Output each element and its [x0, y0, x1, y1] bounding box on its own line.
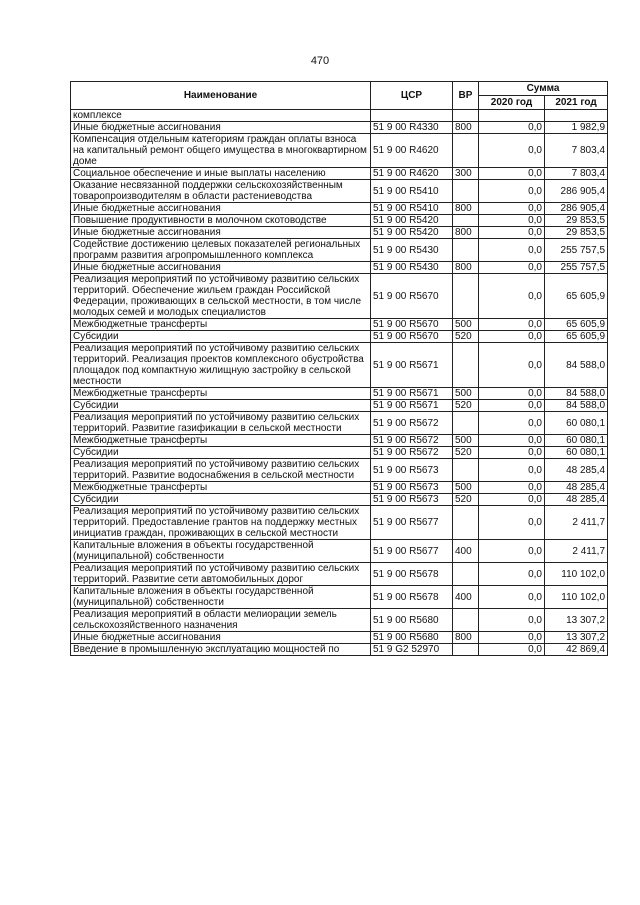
cell-name: Межбюджетные трансферты	[71, 319, 371, 331]
cell-csr: 51 9 00 R4330	[371, 122, 453, 134]
header-name: Наименование	[71, 82, 371, 110]
cell-2021: 2 411,7	[545, 506, 608, 540]
cell-csr: 51 9 00 R4620	[371, 134, 453, 168]
cell-csr	[371, 110, 453, 122]
budget-table	[70, 81, 608, 656]
cell-vr: 500	[453, 319, 479, 331]
cell-2021: 65 605,9	[545, 274, 608, 319]
cell-vr	[453, 134, 479, 168]
header-2021: 2021 год	[545, 96, 608, 110]
table-row	[71, 632, 608, 644]
cell-vr: 520	[453, 494, 479, 506]
cell-2020	[479, 110, 545, 122]
cell-2021: 110 102,0	[545, 586, 608, 609]
cell-2021: 60 080,1	[545, 435, 608, 447]
cell-csr: 51 9 00 R5673	[371, 459, 453, 482]
cell-vr	[453, 563, 479, 586]
cell-2021: 29 853,5	[545, 227, 608, 239]
cell-2021: 7 803,4	[545, 134, 608, 168]
cell-2021: 255 757,5	[545, 262, 608, 274]
table-row	[71, 447, 608, 459]
cell-csr: 51 9 00 R5677	[371, 540, 453, 563]
cell-vr	[453, 343, 479, 388]
table-row	[71, 331, 608, 343]
cell-csr: 51 9 00 R5420	[371, 227, 453, 239]
cell-name: Реализация мероприятий по устойчивому развитию сельских территорий. Обеспечение жильем граждан Российской Федерации, проживающих в сельской местности, в том числе молодых семей и молодых специалистов	[71, 274, 371, 319]
cell-vr	[453, 239, 479, 262]
cell-2021: 255 757,5	[545, 239, 608, 262]
table-row	[71, 435, 608, 447]
cell-name: Межбюджетные трансферты	[71, 482, 371, 494]
cell-name: Введение в промышленную эксплуатацию мощностей по	[71, 644, 371, 656]
page-number: 470	[310, 55, 330, 67]
cell-2020: 0,0	[479, 563, 545, 586]
cell-csr: 51 9 00 R5410	[371, 180, 453, 203]
cell-name: Реализация мероприятий по устойчивому развитию сельских территорий. Предоставление грантов на поддержку местных инициатив граждан, проживающих в сельской местности	[71, 506, 371, 540]
cell-csr: 51 9 00 R5671	[371, 388, 453, 400]
cell-name: Содействие достижению целевых показателей региональных программ развития агропромышленного комплекса	[71, 239, 371, 262]
cell-csr: 51 9 00 R5678	[371, 563, 453, 586]
table-body	[71, 110, 608, 656]
cell-vr	[453, 459, 479, 482]
table-row	[71, 563, 608, 586]
cell-2021: 7 803,4	[545, 168, 608, 180]
cell-vr	[453, 274, 479, 319]
cell-2020: 0,0	[479, 227, 545, 239]
table-row	[71, 203, 608, 215]
cell-csr: 51 9 00 R5410	[371, 203, 453, 215]
cell-name: Иные бюджетные ассигнования	[71, 227, 371, 239]
cell-name: комплексе	[71, 110, 371, 122]
cell-csr: 51 9 00 R4620	[371, 168, 453, 180]
cell-csr: 51 9 00 R5671	[371, 343, 453, 388]
cell-2021: 13 307,2	[545, 632, 608, 644]
cell-vr	[453, 644, 479, 656]
cell-2021: 29 853,5	[545, 215, 608, 227]
cell-2020: 0,0	[479, 412, 545, 435]
cell-vr: 520	[453, 400, 479, 412]
cell-2020: 0,0	[479, 168, 545, 180]
cell-2020: 0,0	[479, 494, 545, 506]
cell-2021: 48 285,4	[545, 459, 608, 482]
cell-vr	[453, 609, 479, 632]
table-row	[71, 400, 608, 412]
cell-vr: 520	[453, 331, 479, 343]
cell-vr: 520	[453, 447, 479, 459]
cell-2020: 0,0	[479, 262, 545, 274]
cell-2020: 0,0	[479, 331, 545, 343]
cell-vr: 500	[453, 482, 479, 494]
table-row	[71, 122, 608, 134]
cell-2020: 0,0	[479, 180, 545, 203]
cell-2020: 0,0	[479, 540, 545, 563]
cell-2021: 110 102,0	[545, 563, 608, 586]
table-row	[71, 319, 608, 331]
cell-2020: 0,0	[479, 215, 545, 227]
cell-vr: 300	[453, 168, 479, 180]
cell-csr: 51 9 00 R5671	[371, 400, 453, 412]
cell-name: Капитальные вложения в объекты государственной (муниципальной) собственности	[71, 586, 371, 609]
cell-name: Реализация мероприятий по устойчивому развитию сельских территорий. Развитие газификации в сельской местности	[71, 412, 371, 435]
table-row	[71, 110, 608, 122]
cell-2020: 0,0	[479, 435, 545, 447]
cell-name: Компенсация отдельным категориям граждан оплаты взноса на капитальный ремонт общего имущества в многоквартирном доме	[71, 134, 371, 168]
table-row	[71, 388, 608, 400]
table-row	[71, 494, 608, 506]
header-vr: ВР	[453, 82, 479, 110]
cell-csr: 51 9 00 R5430	[371, 262, 453, 274]
cell-2021: 48 285,4	[545, 494, 608, 506]
cell-vr	[453, 215, 479, 227]
table-row	[71, 459, 608, 482]
table-row	[71, 540, 608, 563]
cell-name: Реализация мероприятий по устойчивому развитию сельских территорий. Развитие водоснабжения в сельской местности	[71, 459, 371, 482]
header-sum: Сумма	[479, 82, 608, 96]
cell-csr: 51 9 00 R5672	[371, 412, 453, 435]
cell-name: Оказание несвязанной поддержки сельскохозяйственным товаропроизводителям в области растениеводства	[71, 180, 371, 203]
cell-csr: 51 9 00 R5670	[371, 331, 453, 343]
cell-2020: 0,0	[479, 319, 545, 331]
cell-name: Субсидии	[71, 447, 371, 459]
cell-vr: 400	[453, 540, 479, 563]
cell-csr: 51 9 G2 52970	[371, 644, 453, 656]
cell-2021: 13 307,2	[545, 609, 608, 632]
table-row	[71, 134, 608, 168]
cell-vr	[453, 412, 479, 435]
cell-2021: 65 605,9	[545, 331, 608, 343]
cell-2020: 0,0	[479, 274, 545, 319]
cell-name: Субсидии	[71, 494, 371, 506]
cell-2021: 60 080,1	[545, 447, 608, 459]
cell-vr	[453, 110, 479, 122]
cell-2021	[545, 110, 608, 122]
table-row	[71, 168, 608, 180]
table-row	[71, 180, 608, 203]
cell-csr: 51 9 00 R5678	[371, 586, 453, 609]
cell-csr: 51 9 00 R5680	[371, 609, 453, 632]
cell-2020: 0,0	[479, 459, 545, 482]
cell-2020: 0,0	[479, 343, 545, 388]
cell-2020: 0,0	[479, 122, 545, 134]
cell-vr	[453, 506, 479, 540]
cell-name: Повышение продуктивности в молочном скотоводстве	[71, 215, 371, 227]
table-row	[71, 262, 608, 274]
cell-name: Иные бюджетные ассигнования	[71, 262, 371, 274]
cell-2020: 0,0	[479, 388, 545, 400]
table-row	[71, 586, 608, 609]
cell-csr: 51 9 00 R5673	[371, 482, 453, 494]
cell-name: Межбюджетные трансферты	[71, 388, 371, 400]
table-row	[71, 644, 608, 656]
cell-vr: 500	[453, 388, 479, 400]
cell-csr: 51 9 00 R5670	[371, 319, 453, 331]
table-row	[71, 227, 608, 239]
cell-2020: 0,0	[479, 400, 545, 412]
cell-vr: 500	[453, 435, 479, 447]
cell-csr: 51 9 00 R5672	[371, 435, 453, 447]
cell-2020: 0,0	[479, 447, 545, 459]
cell-csr: 51 9 00 R5420	[371, 215, 453, 227]
cell-name: Субсидии	[71, 400, 371, 412]
cell-2020: 0,0	[479, 586, 545, 609]
table-row	[71, 274, 608, 319]
table-row	[71, 506, 608, 540]
header-2020: 2020 год	[479, 96, 545, 110]
table-row	[71, 343, 608, 388]
cell-2021: 84 588,0	[545, 343, 608, 388]
cell-2021: 2 411,7	[545, 540, 608, 563]
table-row	[71, 215, 608, 227]
header-csr: ЦСР	[371, 82, 453, 110]
cell-vr: 400	[453, 586, 479, 609]
cell-name: Иные бюджетные ассигнования	[71, 122, 371, 134]
cell-csr: 51 9 00 R5670	[371, 274, 453, 319]
table-row	[71, 239, 608, 262]
cell-2020: 0,0	[479, 632, 545, 644]
cell-2021: 48 285,4	[545, 482, 608, 494]
cell-2021: 286 905,4	[545, 203, 608, 215]
cell-csr: 51 9 00 R5673	[371, 494, 453, 506]
cell-2021: 42 869,4	[545, 644, 608, 656]
cell-name: Реализация мероприятий по устойчивому развитию сельских территорий. Реализация проектов комплексного обустройства площадок под компактную жилищную застройку в сельской местности	[71, 343, 371, 388]
cell-vr: 800	[453, 227, 479, 239]
cell-2020: 0,0	[479, 482, 545, 494]
cell-name: Реализация мероприятий по устойчивому развитию сельских территорий. Развитие сети автомобильных дорог	[71, 563, 371, 586]
cell-name: Реализация мероприятий в области мелиорации земель сельскохозяйственного назначения	[71, 609, 371, 632]
cell-name: Социальное обеспечение и иные выплаты населению	[71, 168, 371, 180]
cell-name: Субсидии	[71, 331, 371, 343]
cell-name: Иные бюджетные ассигнования	[71, 203, 371, 215]
cell-2021: 1 982,9	[545, 122, 608, 134]
cell-2020: 0,0	[479, 644, 545, 656]
cell-2020: 0,0	[479, 134, 545, 168]
cell-2021: 65 605,9	[545, 319, 608, 331]
cell-csr: 51 9 00 R5430	[371, 239, 453, 262]
cell-2021: 84 588,0	[545, 400, 608, 412]
cell-csr: 51 9 00 R5677	[371, 506, 453, 540]
cell-name: Иные бюджетные ассигнования	[71, 632, 371, 644]
cell-2020: 0,0	[479, 239, 545, 262]
table-row	[71, 482, 608, 494]
cell-2020: 0,0	[479, 506, 545, 540]
table-row	[71, 412, 608, 435]
cell-name: Межбюджетные трансферты	[71, 435, 371, 447]
cell-2020: 0,0	[479, 203, 545, 215]
cell-vr: 800	[453, 262, 479, 274]
cell-vr: 800	[453, 632, 479, 644]
cell-2021: 84 588,0	[545, 388, 608, 400]
cell-2021: 286 905,4	[545, 180, 608, 203]
cell-name: Капитальные вложения в объекты государственной (муниципальной) собственности	[71, 540, 371, 563]
cell-csr: 51 9 00 R5672	[371, 447, 453, 459]
cell-vr	[453, 180, 479, 203]
cell-vr: 800	[453, 203, 479, 215]
cell-2020: 0,0	[479, 609, 545, 632]
cell-vr: 800	[453, 122, 479, 134]
cell-2021: 60 080,1	[545, 412, 608, 435]
cell-csr: 51 9 00 R5680	[371, 632, 453, 644]
table-row	[71, 609, 608, 632]
